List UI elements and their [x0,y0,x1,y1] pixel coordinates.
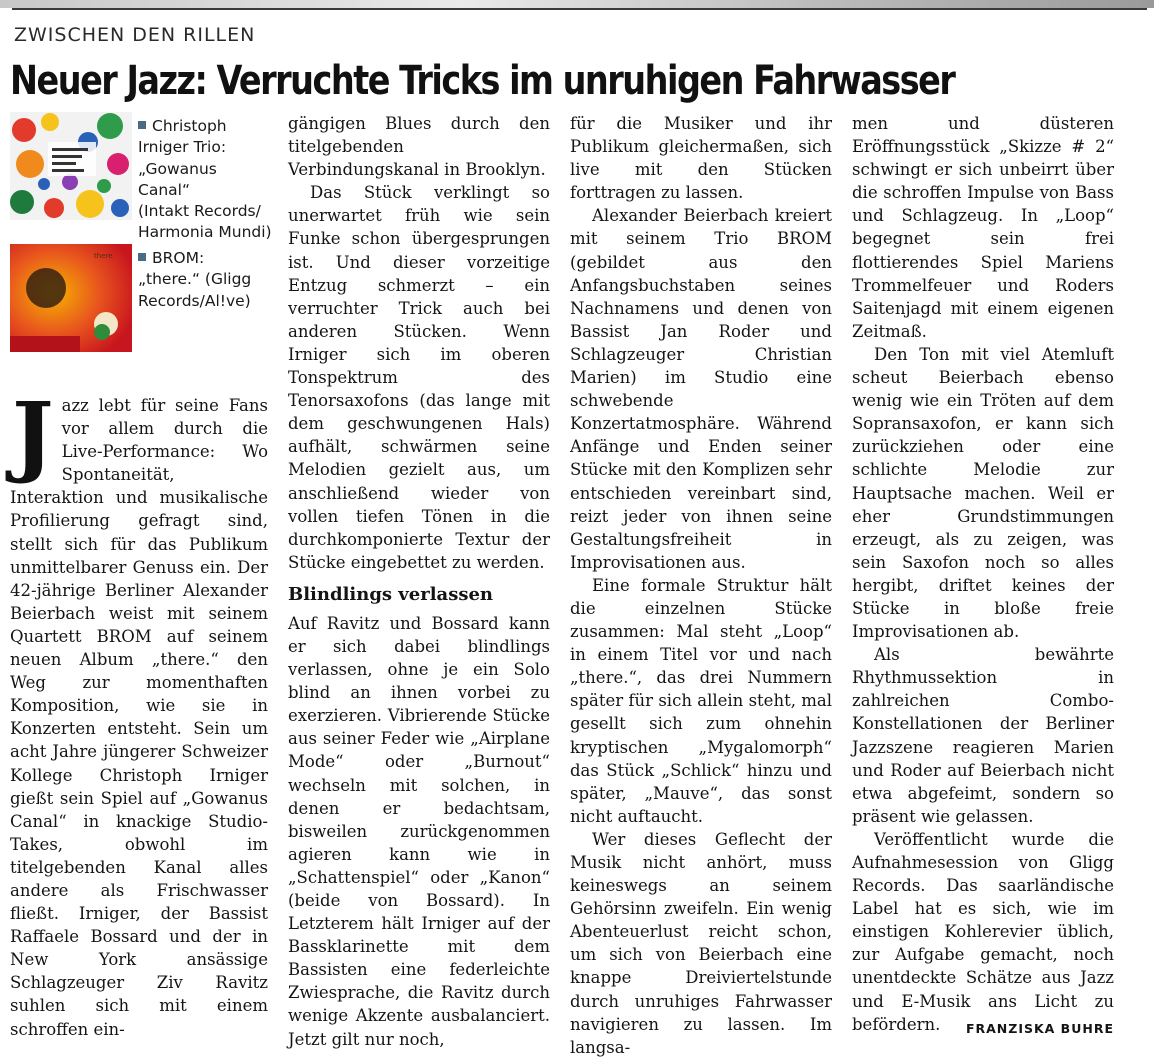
dropcap: J [12,382,54,486]
svg-text:there.: there. [94,252,115,260]
headline: Neuer Jazz: Verruchte Tricks im unruhigen Fahrwasser [10,58,955,104]
intro-paragraph [10,382,268,1041]
col3-paragraph-2: Alexander Beierbach kreiert mit seinem Trio BROM (gebildet aus den Anfangsbuchstaben seines Nachnamens und denen von Bassist Jan Roder und Schlagzeuger Christian Marien) im Studio eine schwebende Konzertatmosphäre. Während Anfänge und Enden seiner Stücke mit den Komplizen sehr entschieden vereinbart sind, reizt jeder von ihnen seine Gestaltungsfreiheit in Improvisationen aus. [570,206,832,572]
rubric: ZWISCHEN DEN RILLEN [14,24,256,46]
album-2-line-2: „there.“ (Gligg [138,270,252,289]
album-1-line-3: „Gowanus Canal“ [138,159,217,199]
album-cover-art [10,112,132,220]
author-byline: FRANZISKA BUHRE [965,1020,1114,1036]
album-info-2 [10,244,268,364]
album-text-2 [138,248,273,312]
col4-paragraph-3: Als bewährte Rhythmussektion in zahlreichen Combo-Konstellationen der Berliner Jazzszene reagieren Marien und Roder auf Beierbach nicht etwa abgefeimt, sondern so präsent wie gelassen. [852,645,1114,826]
header-rule [12,8,1147,10]
album-2-line-3: Records/Al!ve) [138,291,251,310]
album-1-line-2: Irniger Trio: [138,138,227,157]
album-cover-gowanus-canal [10,112,132,220]
col3-paragraph-4: Wer dieses Geflecht der Musik nicht anhört, muss keineswegs an seinem Gehörsinn zweifeln. Ein wenig Abenteuerlust reicht schon, um sich von Beierbach eine knappe Dreiviertelstunde durch unruhiges Fahrwasser navigieren zu lassen. Im langsa- [570,829,832,1057]
col4-paragraph-4-text: Veröffentlicht wurde die Aufnahmesession von Gligg Records. Das saarländische Label hat es sich, wie im einstigen Kohlerevier üblich, zur Aufgabe gemacht, noch unentdeckte Schätze aus Jazz und E-Musik ans Licht zu befördern. [852,829,1114,1034]
album-cover-art-2 [10,244,132,352]
col2-paragraph-3: Auf Ravitz und Bossard kann er sich dabei blindlings verlassen, ohne je ein Solo blind an ihnen vorbei zu exerzieren. Vibrierende Stücke aus seiner Feder wie „Airplane Mode“ oder „Burnout“ wechseln mit solchen, in denen er bedachtsam, bisweilen zurückgenommen agieren kann wie in „Schattenspiel“ oder „Kanon“ (beide von Bossard). In Letzterem hält Irniger auf der Bassklarinette mit dem Bassisten eine federleichte Zwiesprache, die Ravitz durch wenige Akzente ausbalanciert. Jetzt gilt nur noch, [288,613,550,1049]
col1-text: azz lebt für seine Fans vor allem durch die Live-Performance: Wo Spontaneität, Interaktion und musikalische Profilierung gefragt sind, stellt sich für das Publikum unmittelbarer Genuss ein. Der 42-jährige Berliner Alexander Beierbach weist mit seinem Quartett BROM auf seinem neuen Album „there.“ den Weg zur momenthaften Komposition, wie sie in Konzerten entsteht. Sein um acht Jahre jüngerer Schweizer Kollege Christoph Irniger gießt sein Spiel auf „Gowanus Canal“ in knackige Studio-Takes, obwohl im titelgebenden Kanal alles andere als Frischwasser fließt. Irniger, der Bassist Raffaele Bossard und der in New York ansässige Schlagzeuger Ziv Ravitz suhlen sich mit einem schroffen ein- [10,396,268,1039]
album-cover-there [10,244,132,352]
album-text-1 [138,116,273,244]
subheading: Blindlings verlassen [288,583,494,605]
scan-top-edge [0,0,1154,8]
col2-paragraph-1: gängigen Blues durch den titelgebenden Verbindungskanal in Brooklyn. [288,114,550,180]
column-3 [570,112,832,1059]
column-4 [852,112,1114,1040]
album-info-1 [10,112,272,242]
bullet-icon [138,253,146,261]
column-2 [288,112,550,1051]
album-2-line-1: BROM: [152,249,205,267]
bullet-icon [138,121,146,129]
col3-paragraph-3: Eine formale Struktur hält die einzelnen Stücke zusammen: Mal steht „Loop“ in einem Titel vor und nach „there.“, das drei Nummern später für sich allein steht, mal gesellt sich zum ohnehin kryptischen „Mygalomorph“ das Stück „Schlick“ hinzu und später, „Mauve“, das sonst nicht auftaucht. [570,575,832,826]
album-1-line-4: (Intakt Records/ [138,202,261,221]
col4-paragraph-4 [852,828,1114,1036]
column-1 [10,112,272,1041]
col4-paragraph-2: Den Ton mit viel Atemluft scheut Beierbach ebenso wenig wie ein Tröten auf dem Sopransaxofon, er kann sich zurückziehen oder eine schlichte Melodie zur Hauptsache machen. Weil er eher Grundstimmungen erzeugt, als zu zeigen, was sein Saxofon noch so alles hergibt, driftet keines der Stücke in bloße freie Improvisationen ab. [852,344,1114,642]
col2-paragraph-2: Das Stück verklingt so unerwartet früh wie sein Funke schon übergesprungen ist. Und dieser vorzeitige Entzug schmerzt – ein verruchter Trick auch bei anderen Stücken. Wenn Irniger sich im oberen Tonspektrum des Tenorsaxofons (das lange mit dem geschwungenen Hals) aufhält, schwärmen seine Melodien gezielt aus, um anschließend wieder von vollen tiefen Tönen in die durchkomponierte Textur der Stücke eingebettet zu werden. [288,183,550,572]
album-1-line-5: Harmonia Mundi) [138,223,272,242]
col3-paragraph-1: für die Musiker und ihr Publikum gleichermaßen, sich live mit den Stücken forttragen zu lassen. [570,114,832,203]
album-1-line-1: Christoph [152,117,227,135]
col4-paragraph-1: men und düsteren Eröffnungsstück „Skizze # 2“ schwingt er sich unbeirrt über die schroffen Impulse von Bass und Schlagzeug. In „Loop“ begegnet sein frei flottierendes Spiel Mariens Trommelfeuer und Roders Saitenjagd mit einem eigenen Zeitmaß. [852,114,1114,341]
